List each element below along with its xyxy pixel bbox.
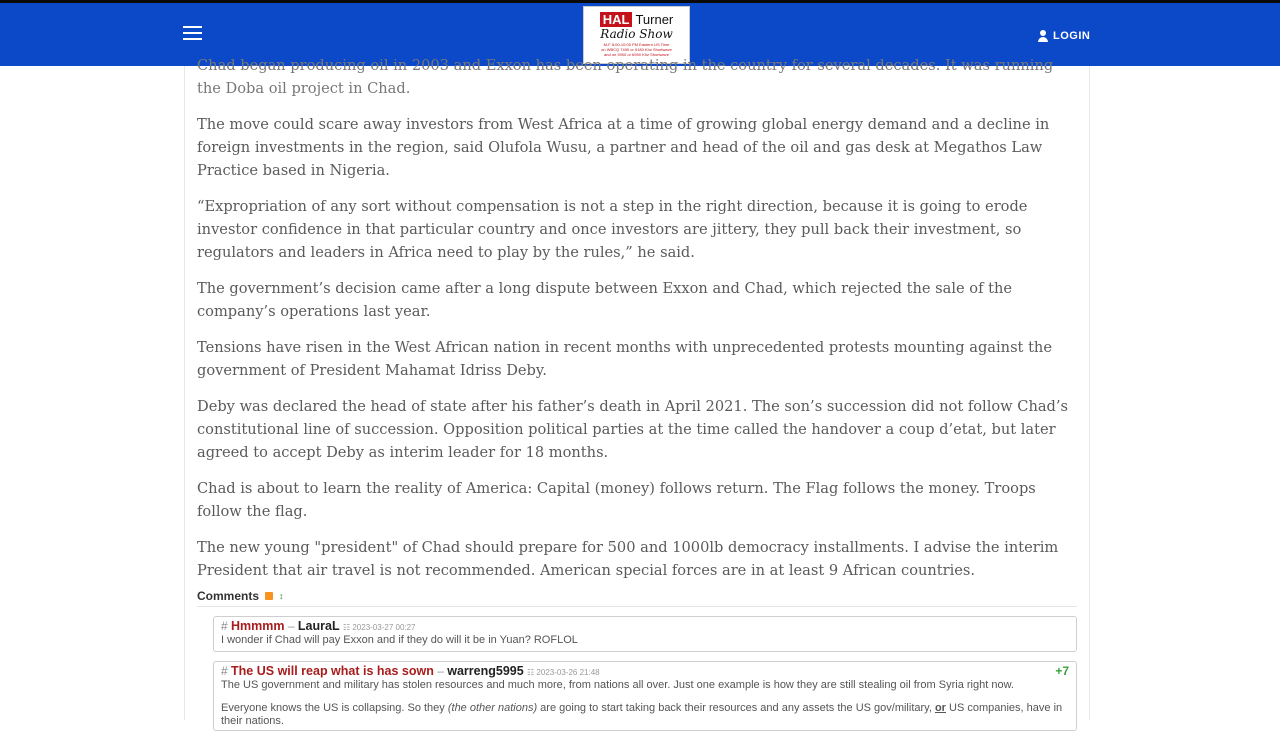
comment-body: The US government and military has stolen resources and much more, from nations all over. Just one example is how they are still stealing oil from Syria right now. [221,679,1014,691]
comment-item [213,616,1077,652]
article-paragraph: Chad is about to learn the reality of America: Capital (money) follows return. The Flag follows the money. Troops follow the flag. [197,480,1036,520]
comment-permalink[interactable]: # [221,619,228,633]
article-body [197,54,1077,595]
rss-feed-icon[interactable] [265,592,273,600]
comment-title[interactable]: Hmmmm [231,619,285,633]
main-content [184,57,1090,727]
logo-fine-print-2: on WBCQ 7490 or 9180 Khz Shortwave [601,47,672,52]
comment-author: warreng5995 [447,664,524,678]
comment-header: # Hmmmm – LauraL ☷ 2023-03-27 00:27 [221,619,416,633]
logo-subtitle: Radio Show [600,27,673,41]
article-paragraph: Chad began producing oil in 2003 and Exxon has been operating in the country for several decades. It was running the Doba oil project in Chad. [197,57,1054,97]
comment-header: # The US will reap what is has sown – warreng5995 ☷ 2023-03-26 21:48 [221,664,600,678]
article-paragraph: The government’s decision came after a long dispute between Exxon and Chad, which rejected the sale of the company’s operations last year. [197,280,1013,320]
sort-order-icon[interactable]: ↕ [279,591,284,601]
logo-fine-print-3: and on 3900 or 6950 Khz Shortwave [604,52,669,57]
comment-author: LauraL [297,619,340,633]
login-button[interactable] [1038,30,1090,42]
article-paragraph: Tensions have risen in the West African nation in recent months with unprecedented protests mounting against the government of President Mahamat Idriss Deby. [197,339,1052,379]
comments-header [197,589,1077,607]
comment-title[interactable]: The US will reap what is has sown [231,664,434,678]
calendar-icon: ☷ [527,668,537,677]
comment-body: I wonder if Chad will pay Exxon and if they do will it be in Yuan? ROFLOL [221,634,578,646]
user-icon [1038,30,1048,42]
comment-permalink[interactable]: # [221,664,228,678]
logo-title: HAL Turner [584,13,689,27]
calendar-icon: ☷ [342,623,353,632]
article-paragraph: The new young "president" of Chad should prepare for 500 and 1000lb democracy installments. I advise the interim President that air travel is not recommended. American special forces are in at least 9 African countries. [197,539,1059,579]
comment-date: ☷ 2023-03-26 21:48 [527,668,600,677]
article-paragraph: “Expropriation of any sort without compensation is not a step in the right direction, because it is going to erode investor confidence in that particular country and once investors are jittery, they pull back their investment, so regulators and leaders in Africa need to play by the rules,” he said. [197,198,1028,261]
hamburger-menu-icon[interactable] [183,26,202,42]
comment-item [213,661,1077,731]
logo-fine-print-1: M-F 8:00-10:00 PM Eastern US Time [603,42,670,47]
comment-score: +7 [1055,664,1069,678]
comments-heading: Comments [197,589,260,603]
article-paragraph: Deby was declared the head of state after his father’s death in April 2021. The son’s succession did not follow Chad’s constitutional line of succession. Opposition political parties at the time called the handover a coup d’etat, but later agreed to accept Deby as interim leader for 18 months. [197,398,1069,461]
comment-body-paragraph: Everyone knows the US is collapsing. So they (the other nations) are going to start taking back their resources and any assets the US gov/military, or US companies, have in their nations. [221,702,1063,727]
login-label: LOGIN [1053,30,1091,42]
article-paragraph: The move could scare away investors from West Africa at a time of growing global energy demand and a decline in foreign investments in the region, said Olufola Wusu, a partner and head of the oil and gas desk at Megathos Law Practice based in Nigeria. [197,116,1050,179]
comment-date: ☷ 2023-03-27 00:27 [342,623,416,632]
